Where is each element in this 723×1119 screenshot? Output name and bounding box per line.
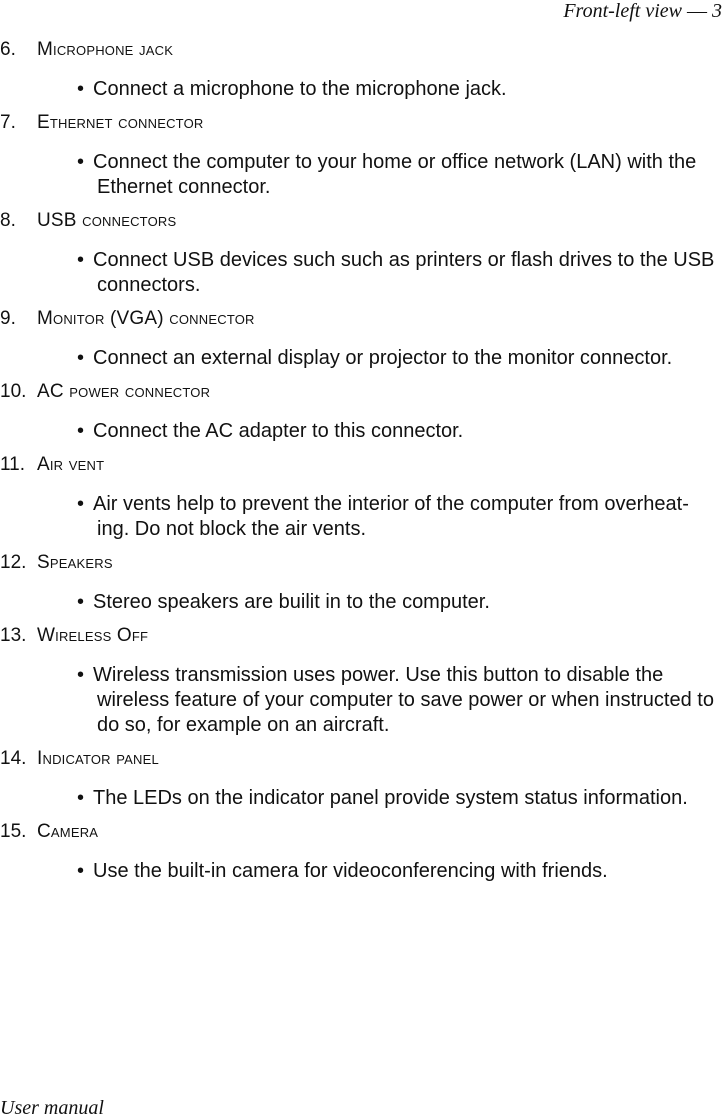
bullet-item [0, 859, 723, 884]
item-label: USB connectors [37, 210, 177, 231]
bullet-icon: • [77, 420, 85, 442]
bullet-icon: • [77, 493, 85, 515]
item-label: Ethernet connector [37, 112, 204, 133]
bullet-icon: • [77, 347, 85, 369]
item-number: 8. [0, 210, 16, 231]
item-number: 11. [0, 454, 26, 475]
bullet-icon: • [77, 664, 85, 686]
item-heading [0, 819, 723, 845]
item-number: 9. [0, 308, 16, 329]
bullet-text: Connect a microphone to the microphone jack. [93, 78, 507, 100]
item-label: Air vent [37, 454, 105, 475]
bullet-icon: • [77, 860, 85, 882]
item-list [0, 37, 723, 892]
list-item [0, 110, 723, 200]
bullet-text: Use the built-in camera for videoconferencing with friends. [93, 860, 608, 882]
item-heading [0, 746, 723, 772]
item-label: Speakers [37, 552, 113, 573]
item-heading [0, 306, 723, 332]
item-label: Wireless Off [37, 625, 149, 646]
bullet-text: Connect the AC adapter to this connector. [93, 420, 464, 442]
item-heading [0, 379, 723, 405]
item-number: 14. [0, 748, 27, 769]
list-item [0, 306, 723, 371]
bullet-item [0, 492, 723, 542]
list-item [0, 623, 723, 738]
list-item [0, 452, 723, 542]
bullet-icon: • [77, 249, 85, 271]
item-number: 15. [0, 821, 27, 842]
item-label: Indicator panel [37, 748, 159, 769]
list-item [0, 379, 723, 444]
page-footer: User manual [0, 1097, 104, 1119]
item-heading [0, 208, 723, 234]
item-number: 10. [0, 381, 27, 402]
item-heading [0, 452, 723, 478]
list-item [0, 37, 723, 102]
page-header [563, 0, 723, 22]
item-heading [0, 623, 723, 649]
bullet-text: Connect the computer to your home or office network (LAN) with the Ethernet connector. [93, 151, 697, 198]
bullet-item [0, 346, 723, 371]
bullet-item [0, 663, 723, 738]
item-number: 7. [0, 112, 16, 133]
bullet-text: Air vents help to prevent the interior of the computer from overheat-ing. Do not block the air vents. [93, 493, 689, 540]
bullet-item [0, 419, 723, 444]
list-item [0, 208, 723, 298]
item-number: 13. [0, 625, 27, 646]
bullet-icon: • [77, 787, 85, 809]
bullet-icon: • [77, 591, 85, 613]
item-label: Microphone jack [37, 39, 174, 60]
bullet-item [0, 786, 723, 811]
item-heading [0, 550, 723, 576]
item-heading [0, 110, 723, 136]
bullet-text: Connect USB devices such such as printers or flash drives to the USB connectors. [93, 249, 715, 296]
item-heading [0, 37, 723, 63]
list-item [0, 550, 723, 615]
bullet-item [0, 248, 723, 298]
item-label: Monitor (VGA) connector [37, 308, 255, 329]
item-number: 12. [0, 552, 27, 573]
list-item [0, 746, 723, 811]
list-item [0, 819, 723, 884]
bullet-text: The LEDs on the indicator panel provide system status information. [93, 787, 688, 809]
bullet-item [0, 150, 723, 200]
bullet-text: Stereo speakers are builit in to the computer. [93, 591, 490, 613]
item-number: 6. [0, 39, 16, 60]
bullet-item [0, 590, 723, 615]
bullet-item [0, 77, 723, 102]
item-label: AC power connector [37, 381, 211, 402]
bullet-icon: • [77, 151, 85, 173]
header-title: Front-left view [563, 0, 682, 22]
bullet-text: Connect an external display or projector to the monitor connector. [93, 347, 673, 369]
page-number: 3 [712, 0, 722, 22]
bullet-icon: • [77, 78, 85, 100]
bullet-text: Wireless transmission uses power. Use this button to disable the wireless feature of your computer to save power or when instructed to do so, for example on an aircraft. [93, 664, 714, 736]
item-label: Camera [37, 821, 99, 842]
header-separator: — [687, 0, 707, 22]
